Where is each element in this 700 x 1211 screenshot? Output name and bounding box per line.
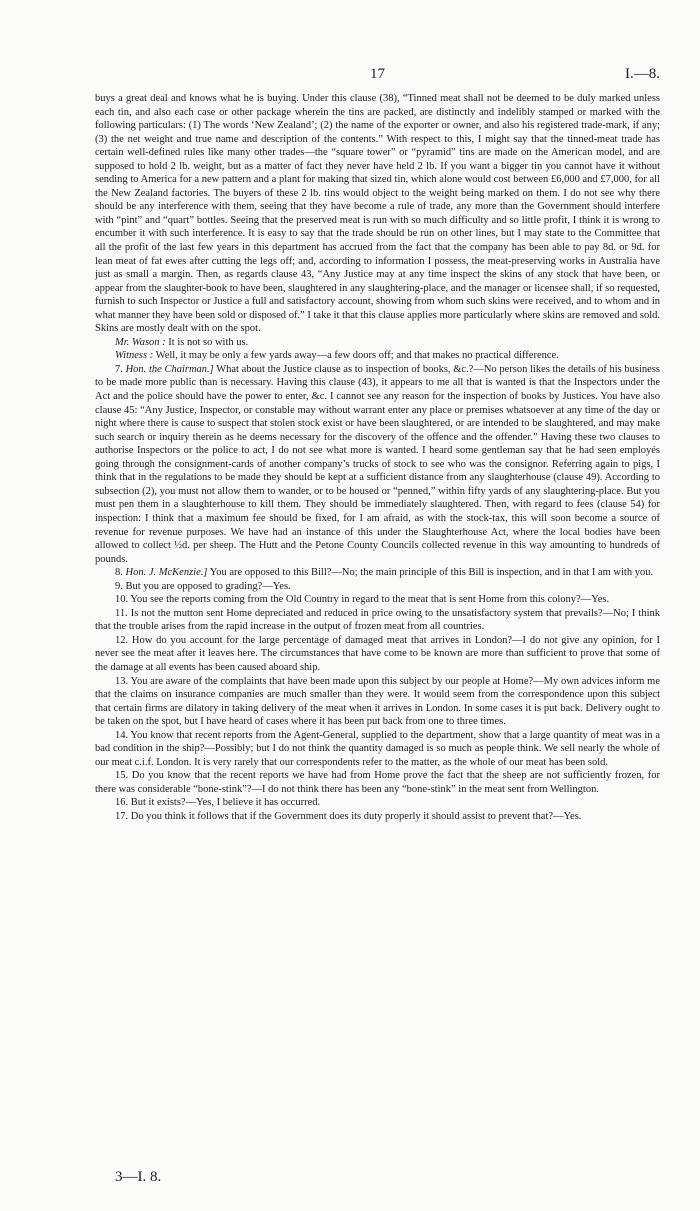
paragraph-interjection	[95, 349, 660, 363]
paragraph-text: buys a great deal and knows what he is buying. Under this clause (38), “Tinned meat shall not be deemed to be duly marked unless each tin, and also each case or other package wherein the tins are packed, are distinctly and indelibly stamped or marked with the following particulars: (1) The words ‘New Zealand’; (2) the name of the exporter or owner, and also his registered trade-mark, if any; (3) the net weight and true name and description of the contents.” With respect to this, I might say that the tinned-meat trade has certain well-defined rules like many other trades—the “square tower” or “pyramid” tins are made on the American model, and are supposed to hold 2 lb. weight, but as a matter of fact they never have held 2 lb. If you want a bigger tin you cannot have it without sending to America for a new pattern and a plant for making that sized tin, which alone would cost between £6,000 and £7,000, for all the New Zealand factories. The buyers of these 2 lb. tins would object to the weight being marked on them. I do not see why there should be any interference with them, seeing that they have become a rule of trade, any more than the Government should interfere with “pint” and “quart” bottles. Seeing that the preserved meat is run with so much difficulty and so little profit, I think it is wrong to encumber it with such interference. It is easy to say that the trade should be run on other lines, but I may state to the Committee that all the profit of the last few years in this department has accrued from the fact that the company has been able to pay 8d. or 9d. for lean meat of fat ewes after cutting the legs off; and, according to information I possess, the meat-preserving works in Australia have just as small a margin. Then, as regards clause 43, “Any Justice may at any time inspect the skins of any stock that have been, or appear from the slaughter-book to have been, slaughtered in any slaughtering-place, and the manager or licensee shall, if so requested, furnish to such Inspector or Justice a full and satisfactory account, showing from whom such skins were received, and to whom and in what manner they have been sold or disposed of.” I take it that this clause applies more particularly where skins are removed and sold. Skins are mostly dealt with on the spot.	[95, 93, 660, 335]
signature-mark: 3—I. 8.	[115, 1169, 162, 1185]
page-header	[95, 66, 660, 86]
speaker-name: Hon. J. McKenzie.]	[125, 567, 208, 579]
paragraph-text: Do you think it follows that if the Government does its duty properly it should assist to prevent that?—Yes.	[130, 810, 582, 822]
question-number: 8.	[115, 567, 123, 579]
minutes-body	[95, 92, 660, 824]
question-number: 12.	[115, 634, 129, 646]
question-paragraph	[95, 593, 660, 607]
paragraph-continuation	[95, 92, 660, 336]
paragraph-text: You know that recent reports from the Agent-General, supplied to the department, show that a large quantity of meat was in a bad condition in the ship?—Possibly; but I do not think the quantity damaged is so much as people think. We sell nearly the whole of our meat c.i.f. London. It is very rarely that our correspondents refer to the matter, as the whole of our meat has been sold.	[95, 729, 660, 768]
question-paragraph	[95, 769, 660, 796]
question-paragraph	[95, 729, 660, 770]
speaker-name: Hon. the Chairman.]	[125, 363, 214, 375]
speaker-name: Mr. Wason :	[115, 336, 166, 348]
question-number: 11.	[115, 607, 128, 619]
question-paragraph	[95, 580, 660, 594]
question-number: 17.	[115, 810, 129, 822]
paragraph-text: You are opposed to this Bill?—No; the main principle of this Bill is inspection, and in that I am with you.	[207, 567, 654, 579]
question-paragraph	[95, 634, 660, 675]
paragraph-text: But you are opposed to grading?—Yes.	[125, 580, 291, 592]
paragraph-text: You see the reports coming from the Old Country in regard to the meat that is sent Home from this colony?—Yes.	[130, 594, 610, 606]
question-paragraph	[95, 810, 660, 824]
question-number: 15.	[115, 770, 129, 782]
paragraph-interjection	[95, 336, 660, 350]
paragraph-text: How do you account for the large percentage of damaged meat that arrives in London?—I do not give any opinion, for I never see the meat after it leaves here. The circumstances that have come to be known are more than sufficient to prove that some of the damage at all events has been caused aboard ship.	[95, 634, 660, 673]
paragraph-text: What about the Justice clause as to inspection of books, &c.?—No person likes the details of his business to be made more public than is necessary. Having this clause (43), it appears to me all that is wanted is that the Inspectors under the Act and the police should have the power to enter, &c. I cannot see any reason for the inspection of books by Justices. You have also clause 45: “Any Justice, Inspector, or constable may without warrant enter any place or premises whatsoever at any time of the day or night where there is cause to suspect that stolen stock exist or have been slaughtered, or are intended to be slaughtered, and may make such search or inquiry therein as he deems necessary for the discovery of the offence and the offender.” Having these two clauses to authorise Inspectors or the police to act, I do not see what more is wanted. I heard some gentleman say that he had seen employés going through the consignment-cards of another company’s trucks of stock to see who was the consignor. Referring again to pigs, I think that in the regulations to be made they should be kept at a sufficient distance from any slaughterhouse (clause 49). According to subsection (2), you must not allow them to wander, or to be housed or “penned,” within fifty yards of any slaughtering-place. But you must pen them in a slaughterhouse to kill them. They should be immediately slaughtered. Then, with regard to fees (clause 54) for inspection: I think that a maximum fee should be fixed, for I am afraid, as with the stock-tax, this will soon become a source of revenue for revenue purposes. We have had an instance of this under the Slaughterhouse Act, where the local bodies have been allowed to collect ½d. per sheep. The Hutt and the Petone County Councils collected revenue in this way amounting to hundreds of pounds.	[95, 363, 661, 565]
question-number: 13.	[115, 675, 129, 687]
question-number: 10.	[115, 594, 129, 606]
page-number: 17	[370, 66, 385, 82]
paragraph-text: You are aware of the complaints that have been made upon this subject by our people at Home?—My own advices inform me that the claims on insurance companies are much smaller than they were. It would seem from the correspondence upon this subject that certain firms are dilatory in taking delivery of the meat when it arrives in London. In some cases it is put back. Delivery ought to be taken on the spot, but I have heard of cases where it has been put back from one to three times.	[95, 675, 660, 728]
paragraph-text: But it exists?—Yes, I believe it has occurred.	[130, 797, 321, 809]
question-paragraph	[95, 796, 660, 810]
paragraph-text: Is not the mutton sent Home depreciated and reduced in price owing to the unsatisfactory system that prevails?—No; I think that the trouble arises from the rapid increase in the output of frozen meat from all countries.	[95, 607, 660, 633]
paragraph-text: Do you know that the recent reports we have had from Home prove the fact that the sheep are not sufficiently frozen, for there was considerable “bone-stink”?—I do not think there has been any “bone-stink” in the meat sent from Wellington.	[95, 770, 660, 795]
question-number: 14.	[115, 729, 129, 741]
question-number: 9.	[115, 580, 123, 592]
paragraph-text: It is not so with us.	[165, 336, 249, 348]
question-paragraph	[95, 675, 660, 729]
question-paragraph	[95, 607, 660, 634]
speaker-name: Witness :	[115, 350, 154, 362]
paragraph-text: Well, it may be only a few yards away—a few doors off; and that makes no practical difference.	[153, 350, 559, 362]
question-paragraph	[95, 566, 660, 580]
question-paragraph	[95, 363, 660, 566]
question-number: 16.	[115, 797, 129, 809]
question-number: 7.	[115, 363, 123, 375]
report-reference: I.—8.	[625, 66, 660, 82]
